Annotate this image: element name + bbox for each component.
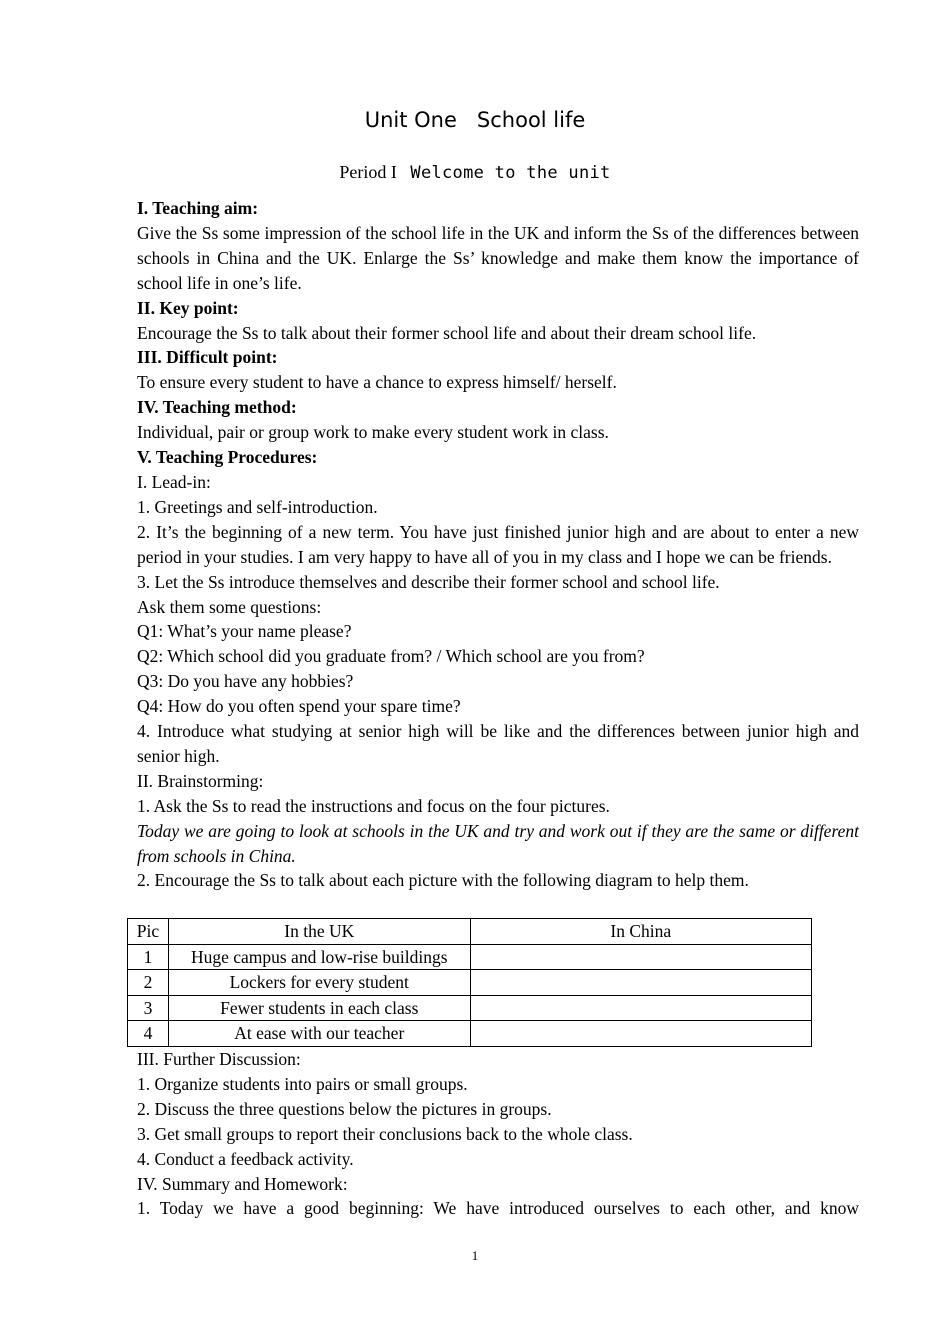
further-step-2: 2. Discuss the three questions below the pictures in groups. <box>137 1098 552 1119</box>
uk-cell: Huge campus and low-rise buildings <box>168 944 470 970</box>
china-cell <box>470 970 811 996</box>
uk-cell: Fewer students in each class <box>168 995 470 1021</box>
further-step-3: 3. Get small groups to report their conclusions back to the whole class. <box>137 1123 633 1144</box>
brainstorming-heading: II. Brainstorming: <box>137 770 264 791</box>
difficult-point-text: To ensure every student to have a chance to express himself/ herself. <box>137 372 617 393</box>
further-discussion-heading: III. Further Discussion: <box>137 1049 301 1069</box>
brainstorming-italic-note: Today we are going to look at schools in the UK and try and work out if they are the same or different from schools in China. <box>137 820 859 866</box>
table-row <box>128 970 812 996</box>
leadin-step-3: 3. Let the Ss introduce themselves and describe their former school and school life. <box>137 571 720 592</box>
difficult-point-heading: III. Difficult point: <box>137 347 278 368</box>
leadin-step-1: 1. Greetings and self-introduction. <box>137 496 378 517</box>
summary-step-1: 1. Today we have a good beginning: We have introduced ourselves to each other, and know <box>137 1198 859 1219</box>
document-body <box>137 196 859 893</box>
further-step-1: 1. Organize students into pairs or small groups. <box>137 1073 468 1094</box>
table-row <box>128 1021 812 1047</box>
question-3: Q3: Do you have any hobbies? <box>137 671 354 692</box>
teaching-aim-text: Give the Ss some impression of the school life in the UK and inform the Ss of the differences between schools in China and the UK. Enlarge the Ss’ knowledge and make them know the importance of school life in one’s life. <box>137 222 859 293</box>
pic-number: 1 <box>128 944 169 970</box>
brainstorming-step-1: 1. Ask the Ss to read the instructions and focus on the four pictures. <box>137 795 610 816</box>
summary-heading: IV. Summary and Homework: <box>137 1173 348 1194</box>
teaching-method-text: Individual, pair or group work to make every student work in class. <box>137 422 609 443</box>
header-uk: In the UK <box>168 919 470 945</box>
table-header-row <box>128 919 812 945</box>
period-subtitle <box>0 162 950 183</box>
comparison-table <box>127 918 812 1047</box>
table-row <box>128 944 812 970</box>
question-4: Q4: How do you often spend your spare time? <box>137 696 461 717</box>
teaching-aim-heading: I. Teaching aim: <box>137 198 259 218</box>
pic-number: 3 <box>128 995 169 1021</box>
question-1: Q1: What’s your name please? <box>137 621 352 642</box>
further-step-4: 4. Conduct a feedback activity. <box>137 1148 354 1169</box>
uk-cell: At ease with our teacher <box>168 1021 470 1047</box>
leadin-ask: Ask them some questions: <box>137 596 322 617</box>
brainstorming-step-2: 2. Encourage the Ss to talk about each picture with the following diagram to help them. <box>137 870 749 891</box>
leadin-heading: I. Lead-in: <box>137 471 211 492</box>
procedures-heading: V. Teaching Procedures: <box>137 447 318 468</box>
teaching-method-heading: IV. Teaching method: <box>137 397 297 418</box>
key-point-text: Encourage the Ss to talk about their former school life and about their dream school life. <box>137 322 757 343</box>
period-name: Welcome to the unit <box>410 163 611 183</box>
leadin-step-4: 4. Introduce what studying at senior high will be like and the differences between junior high and senior high. <box>137 721 859 766</box>
uk-cell: Lockers for every student <box>168 970 470 996</box>
pic-number: 4 <box>128 1021 169 1047</box>
leadin-step-2: 2. It’s the beginning of a new term. You have just finished junior high and are about to enter a new period in your studies. I am very happy to have all of you in my class and I hope we can be friends. <box>137 521 859 567</box>
pic-number: 2 <box>128 970 169 996</box>
document-title: Unit One School life <box>364 108 586 132</box>
document-body-continued <box>137 1047 859 1221</box>
key-point-heading: II. Key point: <box>137 297 239 318</box>
period-label: Period I <box>339 162 397 182</box>
question-2: Q2: Which school did you graduate from? / Which school are you from? <box>137 646 645 667</box>
header-pic: Pic <box>128 919 169 945</box>
china-cell <box>470 1021 811 1047</box>
china-cell <box>470 944 811 970</box>
header-china: In China <box>470 919 811 945</box>
table-row <box>128 995 812 1021</box>
page-number: 1 <box>471 1248 479 1263</box>
china-cell <box>470 995 811 1021</box>
